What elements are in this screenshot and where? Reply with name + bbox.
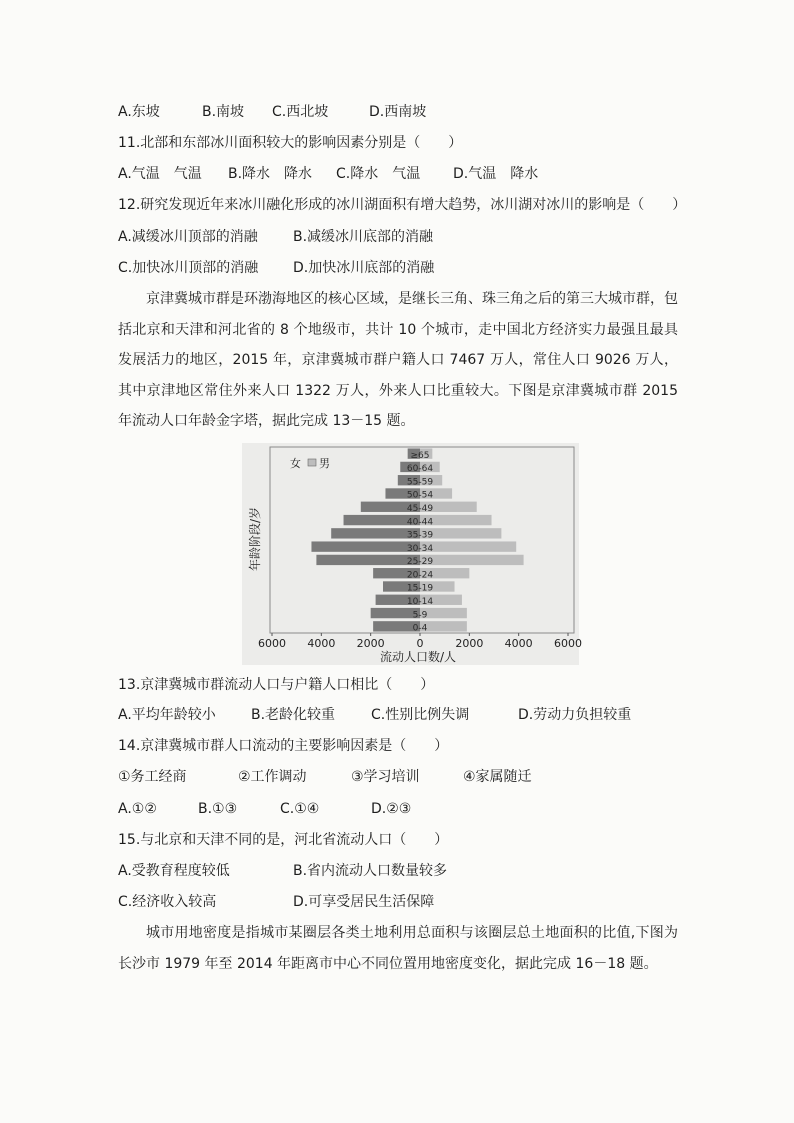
q11-stem: 11.北部和东部冰川面积较大的影响因素分别是（ ） xyxy=(118,135,463,151)
age-group-label: 55-59 xyxy=(406,477,434,488)
x-axis-title: 流动人口数/人 xyxy=(379,650,457,664)
x-tick-label: 4000 xyxy=(307,637,336,650)
q10-option-c: C.西北坡 xyxy=(272,104,329,120)
q14-item-1: ①务工经商 xyxy=(118,769,187,785)
female-bar xyxy=(316,555,420,565)
q12-option-a: A.减缓冰川顶部的消融 xyxy=(118,229,258,245)
q14-item-2: ②工作调动 xyxy=(238,769,307,785)
legend-male-swatch xyxy=(308,459,316,466)
age-group-label: 30-34 xyxy=(406,543,434,554)
age-group-label: 5-9 xyxy=(412,610,428,621)
legend-female-label: 女 xyxy=(290,457,301,470)
age-group-label: 50-54 xyxy=(406,490,434,501)
age-group-label: 35-39 xyxy=(406,530,434,541)
age-group-label: 60-64 xyxy=(406,464,434,475)
age-group-label: 0-4 xyxy=(412,623,428,634)
q14-item-3: ③学习培训 xyxy=(351,769,420,785)
q11-option-b: B.降水 降水 xyxy=(228,166,313,182)
q15-option-d: D.可享受居民生活保障 xyxy=(293,894,435,910)
x-tick-label: 4000 xyxy=(504,637,533,650)
q14-option-b: B.①③ xyxy=(198,801,238,817)
q11-option-a: A.气温 气温 xyxy=(118,166,202,182)
q13-option-a: A.平均年龄较小 xyxy=(118,707,216,723)
q14-option-d: D.②③ xyxy=(371,801,412,817)
population-pyramid-svg xyxy=(242,443,582,665)
q15-option-c: C.经济收入较高 xyxy=(118,894,217,910)
q15-stem: 15.与北京和天津不同的是，河北省流动人口（ ） xyxy=(118,832,449,848)
q11-option-d: D.气温 降水 xyxy=(453,166,539,182)
male-bar xyxy=(420,555,524,565)
q10-option-d: D.西南坡 xyxy=(369,104,427,120)
female-bar xyxy=(311,541,420,551)
age-group-label: 45-49 xyxy=(406,503,434,514)
q12-stem: 12.研究发现近年来冰川融化形成的冰川湖面积有增大趋势，冰川湖对冰川的影响是（ ） xyxy=(118,197,687,213)
q14-option-c: C.①④ xyxy=(280,801,320,817)
passage-jingjinji: 京津冀城市群是环渤海地区的核心区域，是继长三角、珠三角之后的第三大城市群，包括北京和天津和河北省的 8 个地级市，共计 10 个城市，走中国北方经济实力最强且最具发展活力的地区，2015 年，京津冀城市群户籍人口 7467 万人，常住人口 9026 万人，其中京津地区常住外来人口 1322 万人，外来人口比重较大。下图是京津冀城市群 2015 年流动人口年龄金字塔，据此完成 13－15 题。 xyxy=(118,291,678,429)
legend-male-label: 男 xyxy=(319,457,330,470)
y-axis-title: 年龄阶段/岁 xyxy=(248,506,262,572)
age-group-label: 20-24 xyxy=(406,570,434,581)
passage-changsha: 城市用地密度是指城市某圈层各类土地利用总面积与该圈层总土地面积的比值,下图为长沙市 1979 年至 2014 年距离市中心不同位置用地密度变化，据此完成 16－18 题。 xyxy=(118,925,678,972)
q10-option-b: B.南坡 xyxy=(202,104,245,120)
q15-option-b: B.省内流动人口数量较多 xyxy=(293,863,448,879)
x-tick-label: 6000 xyxy=(258,637,286,650)
q14-stem: 14.京津冀城市群人口流动的主要影响因素是（ ） xyxy=(118,738,449,754)
q12-option-d: D.加快冰川底部的消融 xyxy=(293,260,435,276)
q13-option-d: D.劳动力负担较重 xyxy=(518,707,632,723)
q12-option-b: B.减缓冰川底部的消融 xyxy=(293,229,434,245)
q14-item-4: ④家属随迁 xyxy=(463,769,532,785)
q13-option-b: B.老龄化较重 xyxy=(251,707,336,723)
male-bar xyxy=(420,541,516,551)
q13-stem: 13.京津冀城市群流动人口与户籍人口相比（ ） xyxy=(118,677,435,693)
x-tick-label: 2000 xyxy=(356,637,385,650)
q13-option-c: C.性别比例失调 xyxy=(371,707,470,723)
q11-option-c: C.降水 气温 xyxy=(336,166,421,182)
q10-option-a: A.东坡 xyxy=(118,104,160,120)
q12-option-c: C.加快冰川顶部的消融 xyxy=(118,260,259,276)
age-group-label: 15-19 xyxy=(406,583,434,594)
x-tick-label: 6000 xyxy=(554,637,582,650)
age-group-label: ≥65 xyxy=(410,450,430,461)
population-pyramid-chart xyxy=(242,443,582,665)
age-group-label: 25-29 xyxy=(406,557,434,568)
q15-option-a: A.受教育程度较低 xyxy=(118,863,230,879)
x-tick-label: 2000 xyxy=(455,637,484,650)
x-tick-label: 0 xyxy=(416,637,424,650)
age-group-label: 10-14 xyxy=(406,596,434,607)
q14-option-a: A.①② xyxy=(118,801,157,817)
age-group-label: 40-44 xyxy=(406,517,434,528)
